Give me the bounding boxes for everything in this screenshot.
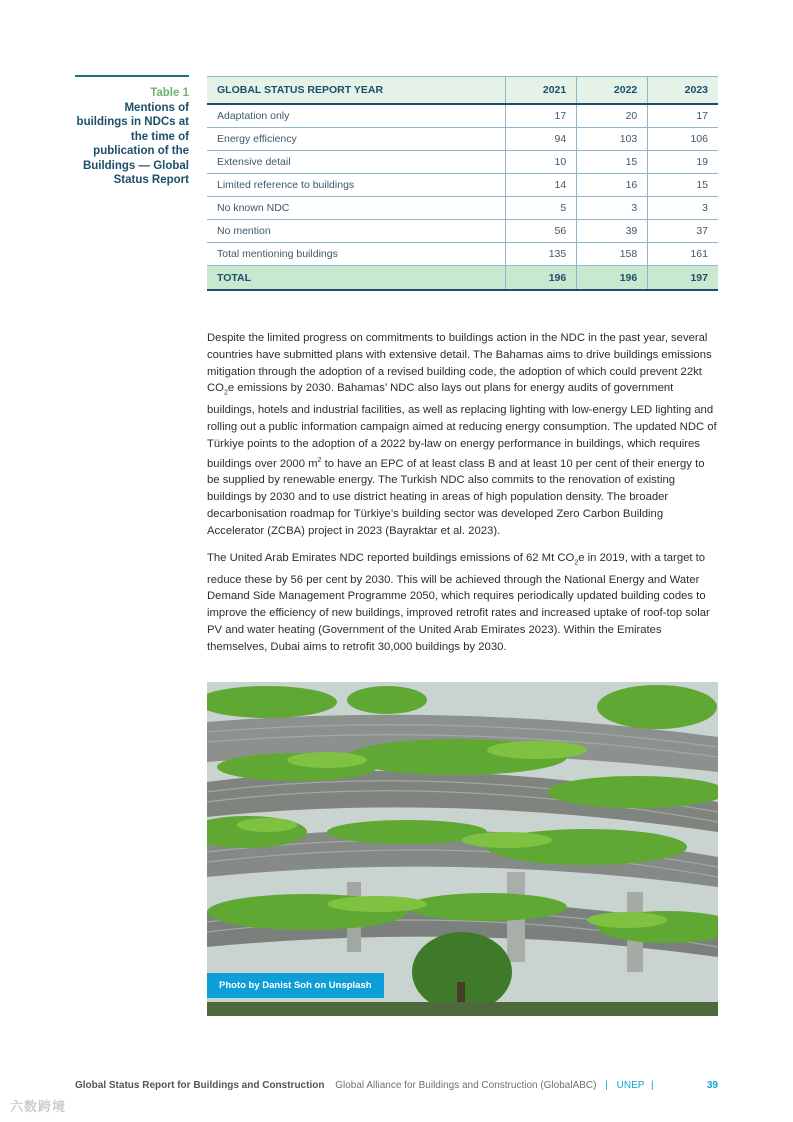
cell-value: 10 (506, 151, 577, 174)
row-label: Extensive detail (207, 151, 506, 174)
cell-value: 17 (506, 104, 577, 128)
table-title: Mentions of buildings in NDCs at the time of publication of the Buildings — Global Status Report (76, 101, 189, 186)
page-number: 39 (706, 1080, 718, 1091)
table-row (207, 151, 718, 174)
paragraph-uae: The United Arab Emirates NDC reported buildings emissions of 62 Mt $CO_2e$ in 2019, with a target to reduce these by 56 per cent by 2030. This will be achieved through the National Energy and Water Demand Side Management Programme 2050, which requires periodically updated building codes to improve the efficiency of new buildings, improved retrofit rates and increased uptake of roof-top solar PV and water heating (Government of the United Arab Emirates 2023). Within the Emirates themselves, Dubai aims to retrofit 30,000 buildings by 2030. (207, 551, 710, 653)
cell-value: 14 (506, 174, 577, 197)
cell-value: 161 (648, 243, 718, 266)
header-2021: 2021 (506, 77, 577, 105)
table-row (207, 128, 718, 151)
green-terraces-illustration (207, 682, 718, 1016)
cell-value: 103 (577, 128, 648, 151)
header-2022: 2022 (577, 77, 648, 105)
footer-alliance: Global Alliance for Buildings and Construction (GlobalABC) (335, 1080, 597, 1091)
cell-value: 19 (648, 151, 718, 174)
cell-value: 56 (506, 220, 577, 243)
cell-value: 20 (577, 104, 648, 128)
paragraph-bahamas-turkiye: Despite the limited progress on commitments to buildings action in the NDC in the past year, several countries have submitted plans with extensive detail. The Bahamas aims to drive buildings emissions mitigation through the adoption of a revised building code, the adoption of which could prevent 22kt $CO_2e$ emissions by 2030. Bahamas’ NDC also lays out plans for energy audits of government buildings, hotels and industrial facilities, as well as replacing lighting with low-energy LED lighting and rolling out a public information campaign aimed at reducing energy consumption. The updated NDC of Türkiye points to the adoption of a 2022 by-law on energy performance in buildings, which requires buildings over 2000 $m^2$ to have an EPC of at least class B and at least 10 per cent of their energy to be supplied by renewable energy. The Turkish NDC also commits to the renovation of existing buildings by 2030 and to use district heating in areas of high population density. The broader decarbonisation roadmap for Türkiye’s building sector was developed Zero Carbon Building Accelerator (ZCBA) project in 2023 (Bayraktar et al. 2023). (207, 332, 717, 537)
cell-value: 94 (506, 128, 577, 151)
table-header-row (207, 77, 718, 105)
photo-credit: Photo by Danist Soh on Unsplash (207, 973, 384, 998)
row-label: No mention (207, 220, 506, 243)
table-row (207, 197, 718, 220)
ndc-mentions-table (207, 76, 718, 291)
total-label: TOTAL (207, 266, 506, 291)
row-label: Limited reference to buildings (207, 174, 506, 197)
row-label: Total mentioning buildings (207, 243, 506, 266)
body-text (207, 330, 718, 666)
header-2023: 2023 (648, 77, 718, 105)
table-row (207, 174, 718, 197)
cell-value: 3 (648, 197, 718, 220)
row-label: No known NDC (207, 197, 506, 220)
cell-value: 158 (577, 243, 648, 266)
cell-value: 5 (506, 197, 577, 220)
cell-value: 15 (577, 151, 648, 174)
footer-separator: | (605, 1080, 608, 1091)
cell-value: 135 (506, 243, 577, 266)
table-row (207, 220, 718, 243)
page-footer (75, 1079, 718, 1093)
table-row (207, 243, 718, 266)
cell-value: 15 (648, 174, 718, 197)
header-year: GLOBAL STATUS REPORT YEAR (207, 77, 506, 105)
total-value: 196 (506, 266, 577, 291)
cell-value: 106 (648, 128, 718, 151)
table-label: Table 1 (150, 87, 189, 99)
cell-value: 3 (577, 197, 648, 220)
row-label: Adaptation only (207, 104, 506, 128)
table-row (207, 104, 718, 128)
footer-report-title: Global Status Report for Buildings and Construction (75, 1080, 325, 1091)
cell-value: 39 (577, 220, 648, 243)
cell-value: 17 (648, 104, 718, 128)
table-caption (75, 75, 189, 188)
cell-value: 16 (577, 174, 648, 197)
watermark-logo: 六数跨境 (10, 1099, 67, 1114)
total-value: 196 (577, 266, 648, 291)
table-total-row (207, 266, 718, 291)
footer-unep: UNEP (616, 1080, 645, 1091)
green-building-photo (207, 682, 718, 1016)
cell-value: 37 (648, 220, 718, 243)
footer-separator: | (651, 1080, 654, 1091)
total-value: 197 (648, 266, 718, 291)
row-label: Energy efficiency (207, 128, 506, 151)
